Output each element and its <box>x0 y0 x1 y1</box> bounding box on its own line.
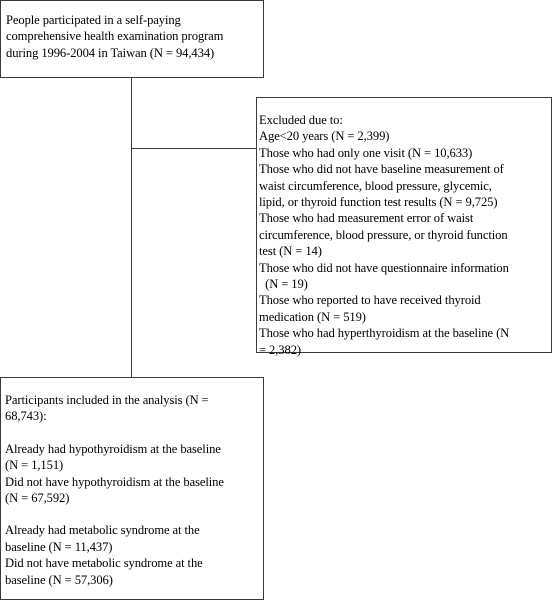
exclusion-line: Age<20 years (N = 2,399) <box>259 129 390 144</box>
exclusion-line: Those who had hyperthyroidism at the baseline (N <box>259 326 510 341</box>
included-line: Already had metabolic syndrome at the <box>5 523 200 538</box>
exclusion-line: Those who reported to have received thyroid <box>259 293 481 308</box>
exclusion-criteria-box <box>256 97 552 357</box>
included-heading: 68,743): <box>5 409 47 424</box>
enrolled-line: comprehensive health examination program <box>6 29 224 44</box>
included-participants-box <box>0 377 264 600</box>
spacer <box>5 425 263 441</box>
exclusion-line: lipid, or thyroid function test results (N = 9,725) <box>259 195 498 210</box>
included-line: baseline (N = 11,437) <box>5 539 113 554</box>
exclusion-line: Those who had only one visit (N = 10,633) <box>259 145 473 160</box>
exclusion-line: Those who did not have baseline measurement of <box>259 162 504 177</box>
exclusion-line: = 2,382) <box>259 342 301 357</box>
enrolled-line: People participated in a self-paying <box>6 13 181 27</box>
exclusion-line: Those who had measurement error of waist <box>259 211 474 226</box>
exclusion-line: waist circumference, blood pressure, glycemic, <box>259 178 492 193</box>
included-line: Did not have metabolic syndrome at the <box>5 556 203 571</box>
exclusion-line: (N = 19) <box>259 277 308 292</box>
exclusion-line: test (N = 14) <box>259 244 322 259</box>
flow-connector-to-exclusion <box>131 148 256 149</box>
included-line: Did not have hypothyroidism at the baseline <box>5 474 224 489</box>
exclusion-line: circumference, blood pressure, or thyroid function <box>259 227 508 242</box>
exclusion-line: Those who did not have questionnaire information <box>259 260 509 275</box>
included-line: (N = 1,151) <box>5 458 64 473</box>
included-line: (N = 67,592) <box>5 491 70 506</box>
included-line: baseline (N = 57,306) <box>5 572 113 587</box>
enrolled-line: during 1996-2004 in Taiwan (N = 94,434) <box>6 45 215 60</box>
spacer <box>5 506 263 522</box>
enrolled-participants-box <box>0 0 264 78</box>
exclusion-heading: Excluded due to: <box>259 113 343 127</box>
flow-connector-vertical <box>131 78 132 377</box>
included-heading: Participants included in the analysis (N = <box>5 393 209 407</box>
included-line: Already had hypothyroidism at the baseline <box>5 441 221 456</box>
exclusion-line: medication (N = 519) <box>259 309 366 324</box>
